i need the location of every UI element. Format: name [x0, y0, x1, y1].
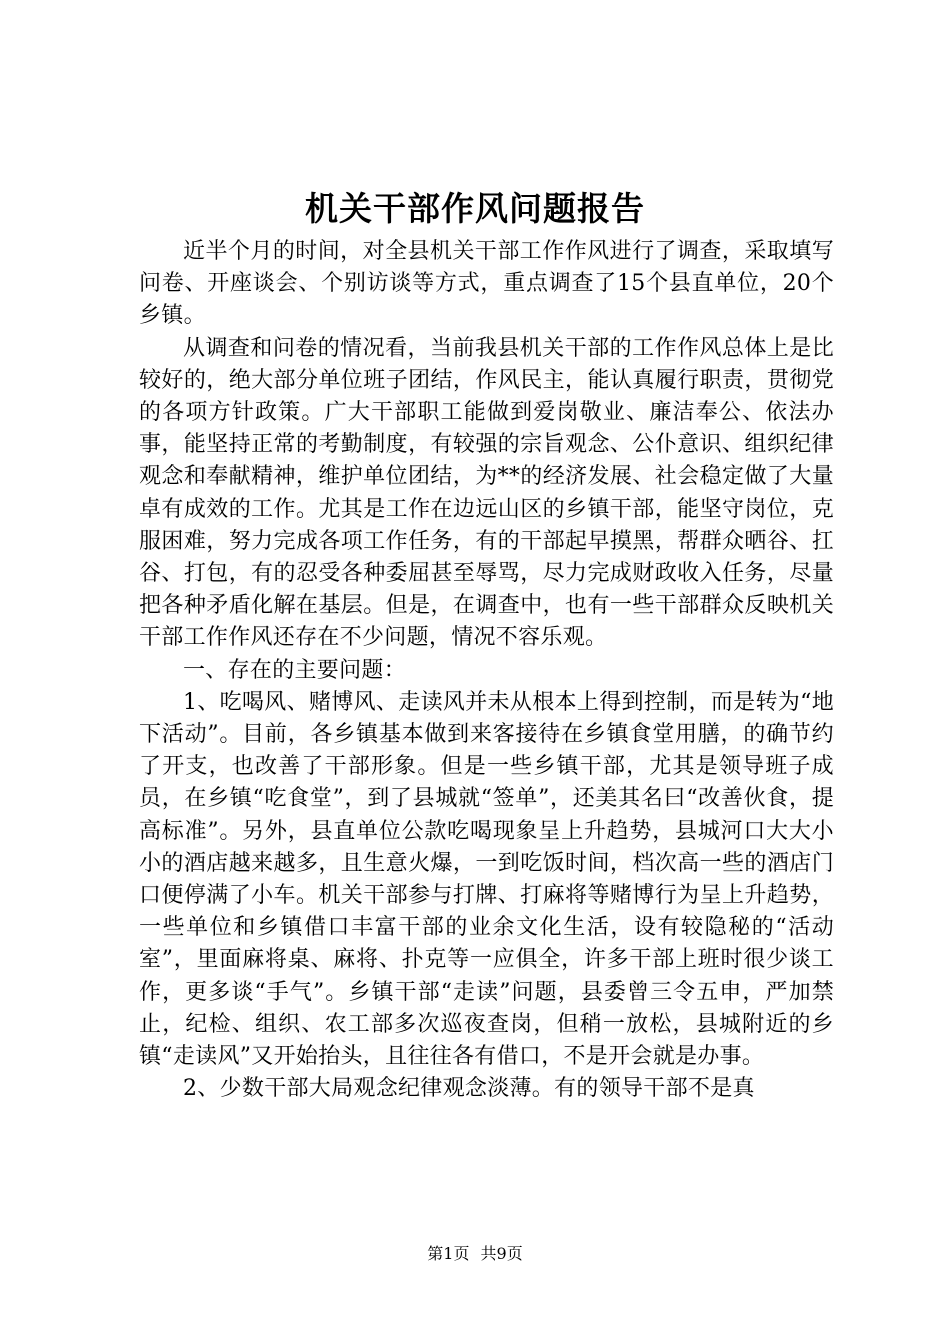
document-title: 机关干部作风问题报告 — [305, 189, 645, 228]
paragraph-problem-1: 1、吃喝风、赌博风、走读风并未从根本上得到控制，而是转为“地下活动”。目前，各乡镇基本做到来客接待在乡镇食堂用膳，的确节约了开支，也改善了干部形象。但是一些乡镇干部，尤其是领导班子成员，在乡镇“吃食堂”，到了县城就“签单”，还美其名曰“改善伙食，提高标准”。另外，县直单位公款吃喝现象呈上升趋势，县城河口大大小小的酒店越来越多，且生意火爆，一到吃饭时间，档次高一些的酒店门口便停满了小车。机关干部参与打牌、打麻将等赌博行为呈上升趋势，一些单位和乡镇借口丰富干部的业余文化生活，设有较隐秘的“活动室”，里面麻将桌、麻将、扑克等一应俱全，许多干部上班时很少谈工作，更多谈“手气”。乡镇干部“走读”问题，县委曾三令五申，严加禁止，纪检、组织、农工部多次巡夜查岗，但稍一放松，县城附近的乡镇“走读风”又开始抬头，且往往各有借口，不是开会就是办事。 — [139, 689, 834, 1070]
paragraph-overview: 从调查和问卷的情况看，当前我县机关干部的工作作风总体上是比较好的，绝大部分单位班子团结，作风民主，能认真履行职责，贯彻党的各项方针政策。广大干部职工能做到爱岗敬业、廉洁奉公、依法办事，能坚持正常的考勤制度，有较强的宗旨观念、公仆意识、组织纪律观念和奉献精神，维护单位团结，为**的经济发展、社会稳定做了大量卓有成效的工作。尤其是工作在边远山区的乡镇干部，能坚守岗位，克服困难，努力完成各项工作任务，有的干部起早摸黑，帮群众晒谷、扛谷、打包，有的忍受各种委屈甚至辱骂，尽力完成财政收入任务，尽量把各种矛盾化解在基层。但是，在调查中，也有一些干部群众反映机关干部工作作风还存在不少问题，情况不容乐观。 — [139, 335, 834, 651]
page-total: 共9页 — [480, 1244, 523, 1263]
document-body — [139, 236, 834, 1105]
paragraph-intro: 近半个月的时间，对全县机关干部工作作风进行了调查，采取填写问卷、开座谈会、个别访谈等方式，重点调查了15个县直单位，20个乡镇。 — [139, 239, 834, 329]
page-number: 第1页 — [427, 1244, 470, 1263]
section-heading-problems: 一、存在的主要问题： — [183, 657, 407, 683]
paragraph-problem-2: 2、少数干部大局观念纪律观念淡薄。有的领导干部不是真 — [183, 1076, 755, 1102]
page-footer — [0, 1243, 950, 1265]
